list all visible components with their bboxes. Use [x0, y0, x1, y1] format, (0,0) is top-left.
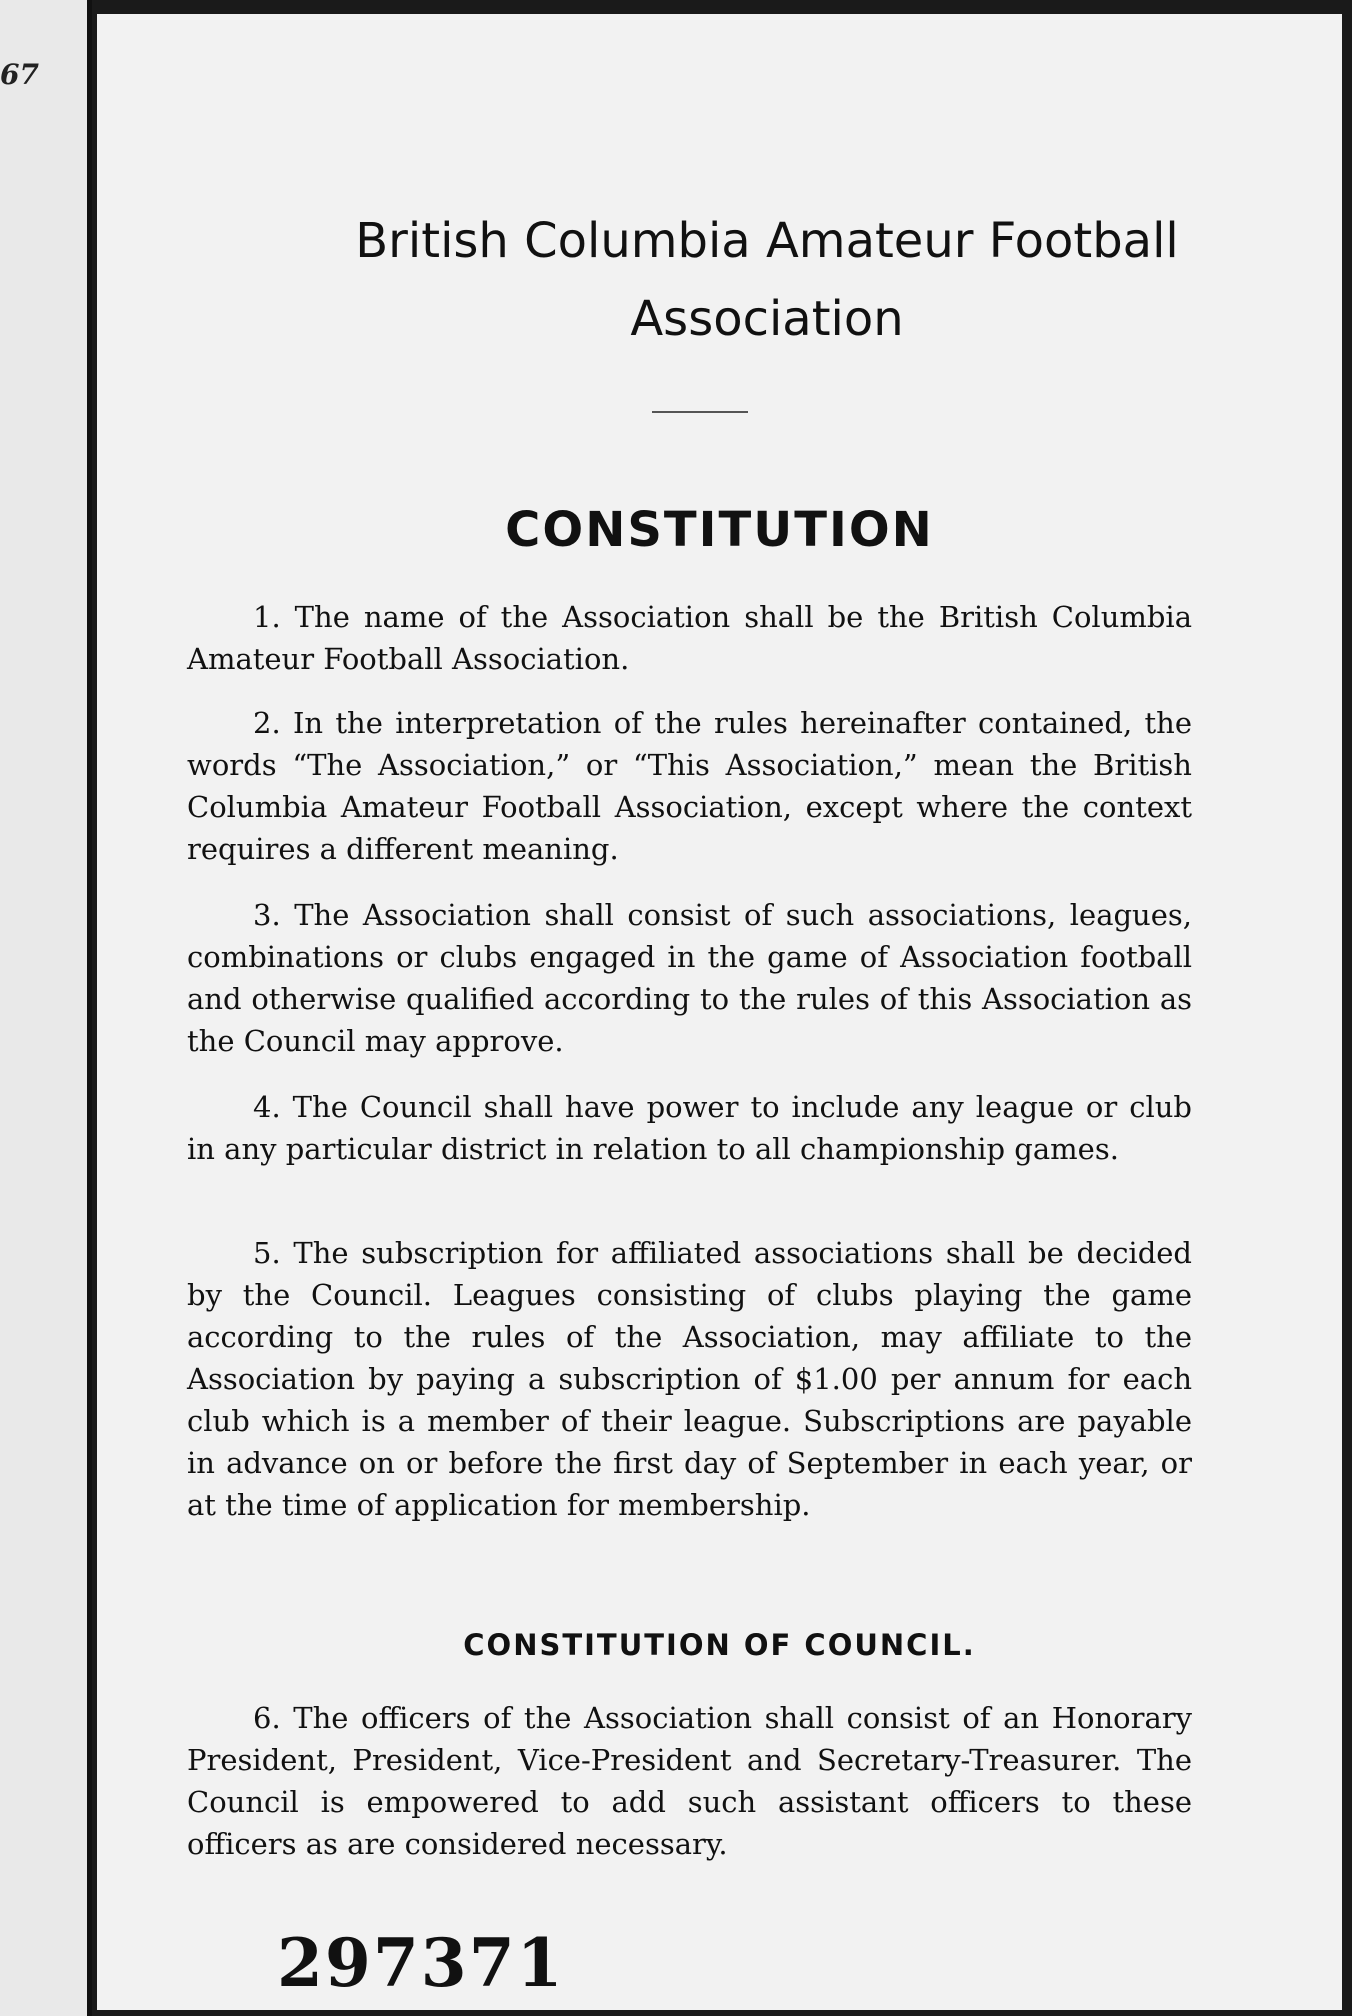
document-title: British Columbia Amateur Football Association	[355, 213, 1179, 347]
document-page	[97, 14, 1342, 2010]
council-heading: CONSTITUTION OF COUNCIL.	[463, 1628, 976, 1662]
left-page-strip	[0, 0, 92, 2016]
article-3: 3. The Association shall consist of such associations, leagues, combinations or clubs engaged in the game of Association football and otherwise qualified according to the rules of this Association as the Council may approve.	[187, 898, 1192, 1058]
article-5: 5. The subscription for affiliated associations shall be decided by the Council. Leagues consisting of clubs playing the game according to the rules of the Association, may affiliate to the Association by paying a subscription of $1.00 per annum for each club which is a member of their league. Subscriptions are payable in advance on or before the first day of September in each year, or at the time of application for membership.	[187, 1236, 1192, 1522]
stamp-number: 297371	[277, 1924, 565, 2002]
margin-page-mark: 67	[0, 58, 39, 91]
article-1: 1. The name of the Association shall be the British Columbia Amateur Football Association.	[187, 600, 1192, 676]
article-4: 4. The Council shall have power to include any league or club in any particular district in relation to all championship games.	[187, 1090, 1192, 1166]
article-2: 2. In the interpretation of the rules hereinafter contained, the words “The Association,” or “This Association,” mean the British Columbia Amateur Football Association, except where the context requires a different meaning.	[187, 706, 1192, 866]
article-6: 6. The officers of the Association shall consist of an Honorary President, President, Vice-President and Secretary-Treasurer. The Council is empowered to add such assistant officers to these officers as are considered necessary.	[187, 1701, 1192, 1861]
constitution-heading: CONSTITUTION	[505, 502, 934, 558]
title-divider	[652, 411, 748, 413]
